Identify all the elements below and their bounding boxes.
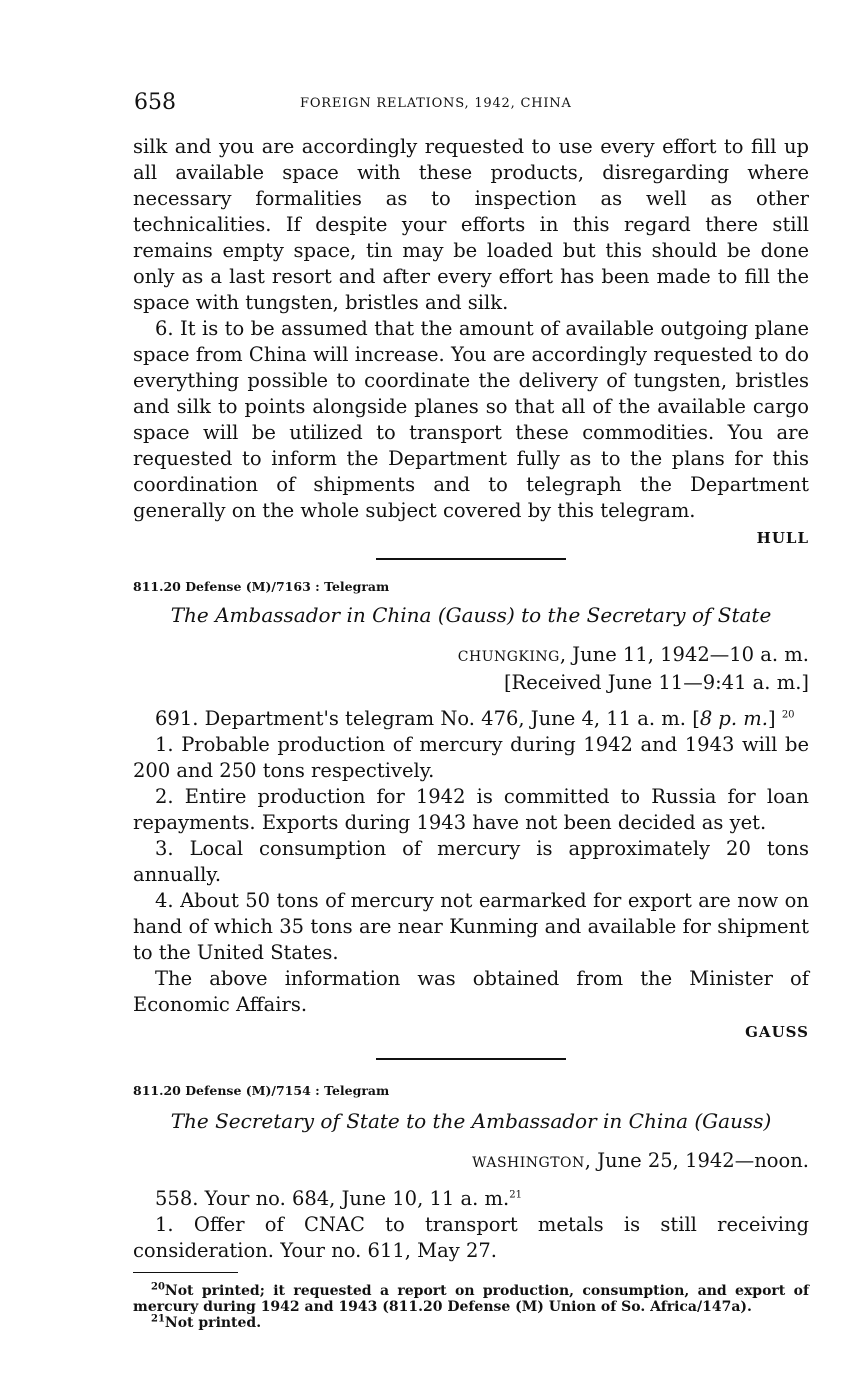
telegram-opening-italic: 8 p. m. <box>699 707 768 730</box>
document-page <box>133 90 809 1331</box>
section-divider <box>376 558 566 560</box>
telegram-opening-close: ] <box>768 707 776 730</box>
dateline-place: WASHINGTON <box>472 1155 585 1171</box>
dateline-date: , June 25, 1942—noon. <box>584 1149 809 1172</box>
footnote-mark: 20 <box>151 1281 165 1293</box>
dateline <box>133 1148 809 1176</box>
dateline-date: , June 11, 1942—10 a. m. <box>559 643 809 666</box>
paragraph-6: 6. It is to be assumed that the amount of available outgoing plane space from China will increase. You are accordingly requested to do everything possible to coordinate the delivery of tungsten, bristles and silk to points alongside planes so that all of the available cargo space will be utilized to transport these commodities. You are requested to inform the Department fully as to the plans for this coordination of shipments and to telegraph the Department generally on the whole subject covered by this telegram. <box>133 317 809 522</box>
document-title: The Ambassador in China (Gauss) to the Secretary of State <box>170 603 772 627</box>
paragraph-5: The above information was obtained from the Minister of Economic Affairs. <box>133 967 809 1016</box>
dateline <box>133 642 809 670</box>
signature-hull: HULL <box>756 529 809 547</box>
page-header <box>133 90 809 120</box>
footnote-21 <box>133 1315 809 1331</box>
document-title: The Secretary of State to the Ambassador in China (Gauss) <box>170 1109 772 1133</box>
paragraph-2: 2. Entire production for 1942 is committed to Russia for loan repayments. Exports during 1943 have not been decided as yet. <box>133 785 809 834</box>
footnote-ref-21[interactable]: 21 <box>509 1189 522 1201</box>
paragraph-3: 3. Local consumption of mercury is approximately 20 tons annually. <box>133 837 809 886</box>
paragraph-4: 4. About 50 tons of mercury not earmarked for export are now on hand of which 35 tons are near Kunming and available for shipment to the United States. <box>133 889 809 964</box>
signature-gauss: GAUSS <box>745 1023 809 1041</box>
footnote-ref-20[interactable]: 20 <box>781 709 795 721</box>
paragraph-1: 1. Probable production of mercury during 1942 and 1943 will be 200 and 250 tons respectively. <box>133 733 809 782</box>
telegram-opening <box>133 706 809 732</box>
telegram-opening-text: 691. Department's telegram No. 476, June 4, 11 a. m. [ <box>155 707 700 730</box>
page-number: 658 <box>134 90 176 115</box>
telegram-opening-text: 558. Your no. 684, June 10, 11 a. m. <box>155 1187 510 1210</box>
file-reference: 811.20 Defense (M)/7154 : Telegram <box>133 1083 390 1098</box>
dateline-place: CHUNGKING <box>457 649 560 665</box>
running-head: FOREIGN RELATIONS, 1942, CHINA <box>300 96 572 111</box>
paragraph-1: 1. Offer of CNAC to transport metals is still receiving consideration. Your no. 611, May 27. <box>133 1213 809 1262</box>
footnote-mark: 21 <box>151 1313 165 1325</box>
footnote-rule <box>133 1272 238 1273</box>
received-line: [Received June 11—9:41 a. m.] <box>503 671 809 694</box>
continuation-paragraph: silk and you are accordingly requested to use every effort to fill up all available space with these products, disregarding where necessary formalities as to inspection as well as other technicalities. If despite your efforts in this regard there still remains empty space, tin may be loaded but this should be done only as a last resort and after every effort has been made to fill the space with tungsten, bristles and silk. <box>133 135 809 314</box>
footnote-20 <box>133 1283 809 1315</box>
section-divider <box>376 1058 566 1060</box>
footnote-text: Not printed; it requested a report on production, consumption, and export of mercury during 1942 and 1943 (811.20 Defense (M) Union of So. Africa/147a). <box>133 1283 809 1315</box>
file-reference: 811.20 Defense (M)/7163 : Telegram <box>133 579 390 594</box>
telegram-opening <box>133 1186 809 1212</box>
footnote-text: Not printed. <box>164 1315 262 1331</box>
